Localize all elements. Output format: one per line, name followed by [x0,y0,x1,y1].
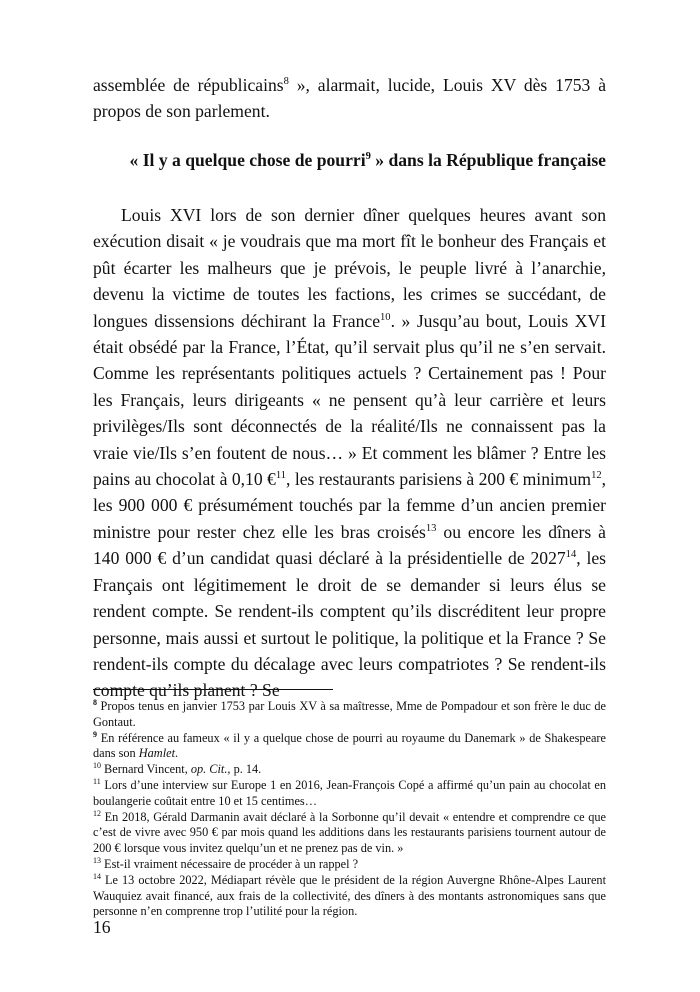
paragraph-text: , les 900 000 € présumément touchés par la femme d’un ancien premier ministre pour rester chez elle les bras croisés [93,469,607,542]
paragraph-text: ou encore les dîners à 140 000 € d’un candidat quasi déclaré à la présidentielle de 2027 [93,521,606,569]
footnotes [93,699,606,920]
footnote-number: 10 [93,761,101,771]
footnote-12 [93,810,606,857]
footnote-text: Lors d’une interview sur Europe 1 en 2016, Jean-François Copé a affirmé qu’un pain au chocolat en boulangerie coûtait entre 10 et 15 centimes… [93,777,606,808]
opening-text: assemblée de républicains [93,75,284,95]
footnote-number: 8 [93,697,97,707]
footnote-ref-14[interactable]: 14 [565,549,577,561]
footnote-text: Bernard Vincent, [100,762,191,777]
footnote-text: Propos tenus en janvier 1753 par Louis XV à sa maîtresse, Mme de Pompadour et son frère le duc de Gontaut. [93,699,606,729]
footnote-text: . [174,746,179,761]
footnote-number: 13 [93,855,101,865]
footnote-italic: Hamlet [138,746,175,761]
section-heading [93,148,606,172]
main-paragraph [93,202,606,704]
footnote-number: 9 [93,729,97,739]
footnote-text: , p. 14. [227,762,262,777]
footnote-number: 14 [93,871,101,881]
footnote-italic: op. Cit. [190,762,228,777]
footnote-number: 12 [93,808,101,818]
footnote-11 [93,778,606,810]
footnote-text: Le 13 octobre 2022, Médiapart révèle que le président de la région Auvergne Rhône-Alpes Laurent Wauquiez avait financé, aux frais de la collectivité, des dîners à des montants astronomiques sans que personne n’en comprenne trop l’utilité pour la région. [93,872,606,919]
footnote-14 [93,873,606,920]
paragraph-text: Louis XVI lors de son dernier dîner quelques heures avant son exécution disait « je voudrais que ma mort fît le bonheur des Français et pût écarter les malheurs que je prévois, le peuple livré à l’anarchie, devenu la victime de toutes les factions, les crimes se succédant, de longues dissensions déchirant la France [93,205,606,331]
footnote-number: 11 [93,776,101,786]
footnote-10 [93,762,606,778]
footnote-9 [93,731,606,763]
footnote-13 [93,857,606,873]
footnote-ref-9[interactable]: 9 [365,151,371,163]
paragraph-text: . » Jusqu’au bout, Louis XVI était obsédé par la France, l’État, qu’il servait plus qu’il ne s’en servait. Comme les représentants politiques actuels ? Certainement pas ! Pour les Français, leurs dirigeants « ne pensent qu’à leur carrière et leurs privilèges/Ils sont déconnectés de la réalité/Ils ne connaissent pas la vraie vie/Ils s’en foutent de nous… » Et comment les blâmer ? Entre les pains au chocolat à 0,10 € [93,310,606,490]
heading-text: « Il y a quelque chose de pourri [129,150,366,170]
footnote-ref-11[interactable]: 11 [275,470,286,482]
footnote-ref-13[interactable]: 13 [425,523,437,535]
paragraph-text: , les restaurants parisiens à 200 € minimum [286,469,592,490]
footnote-text: Est-il vraiment nécessaire de procéder à un rappel ? [100,856,359,871]
heading-text-cont: » dans la République française [370,150,606,170]
footnote-ref-10[interactable]: 10 [380,311,391,323]
footnote-text: En référence au fameux « il y a quelque chose de pourri au royaume du Danemark » de Shakespeare dans son [93,730,606,761]
page-number: 16 [93,917,111,937]
footnote-separator [93,689,333,690]
paragraph-text: , les Français ont légitimement le droit de se demander si leurs élus se rendent compte. Se rendent-ils comptent qu’ils discréditent leur propre personne, mais aussi et surtout le politique, la politique et la France ? Se rendent-ils compte du décalage avec leurs compatriotes ? Se rendent-ils compte qu’ils planent ? Se [93,548,607,701]
footnote-text: En 2018, Gérald Darmanin avait déclaré à la Sorbonne qu’il devait « entendre et comprendre ce que c’est de vivre avec 950 € par mois quand les additions dans les restaurants parisiens tournent autour de 200 € lorsque vous invitez quelqu’un et ne prenez pas de vin. » [93,809,606,856]
opening-text-cont: », alarmait, lucide, Louis XV dès 1753 à propos de son parlement. [93,75,606,122]
opening-paragraph [93,72,606,125]
footnote-ref-12[interactable]: 12 [591,470,602,482]
footnote-ref-8[interactable]: 8 [283,76,289,88]
footnote-8 [93,699,606,731]
